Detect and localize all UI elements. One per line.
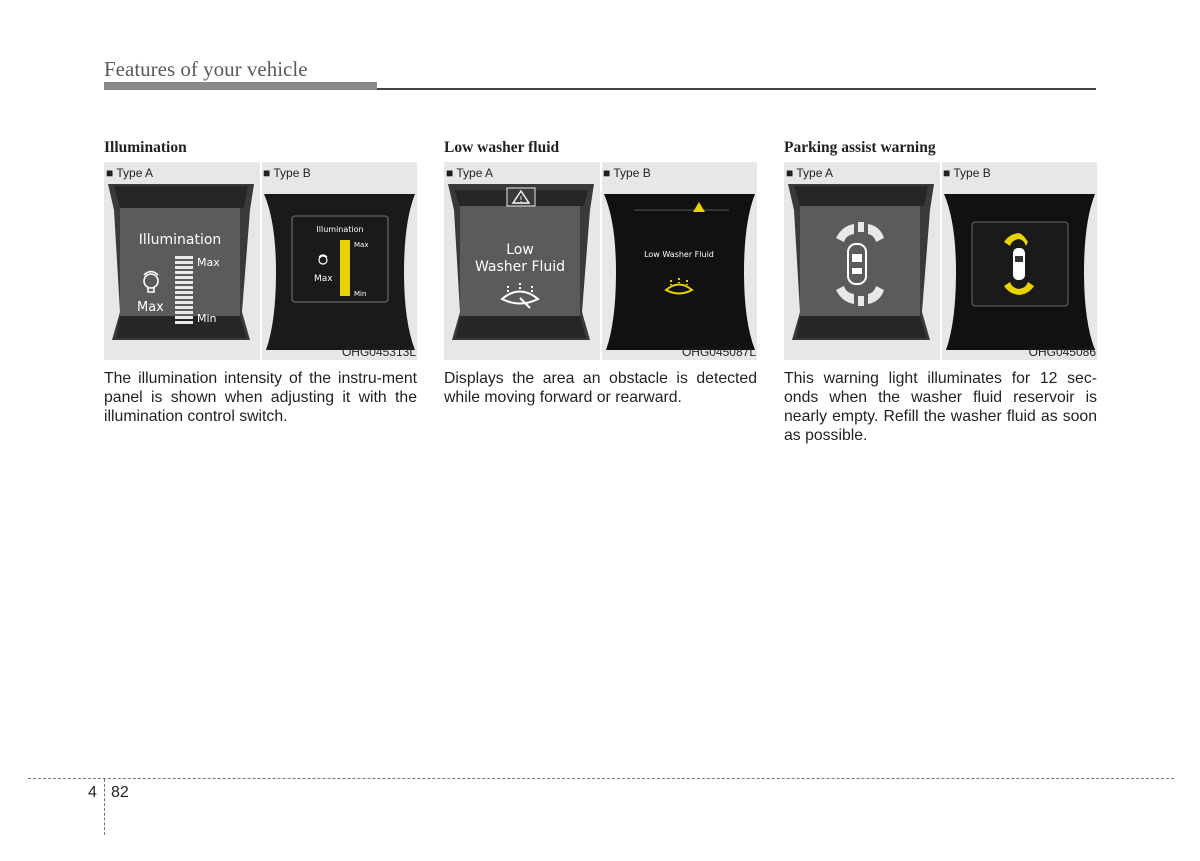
type-b-label: ■ Type B	[943, 166, 991, 180]
screen-a-min: Min	[197, 312, 217, 325]
type-a-label: ■ Type A	[786, 166, 834, 180]
type-b-label: ■ Type B	[263, 166, 311, 180]
section-low-washer-fluid	[444, 138, 757, 407]
section-description: Displays the area an obstacle is detected while moving forward or rearward.	[444, 370, 757, 406]
screen-b-max: Max	[354, 241, 369, 249]
page-number: 82	[111, 784, 129, 801]
screen-a-line2: Washer Fluid	[474, 259, 566, 275]
section-title: Parking assist warning	[784, 139, 936, 156]
svg-text:!: !	[519, 195, 523, 204]
section-title: Illumination	[104, 139, 187, 156]
header-bar	[104, 82, 377, 90]
figure-code: OHG045087L	[681, 345, 756, 359]
section-title: Low washer fluid	[444, 139, 560, 156]
figure-low-washer-fluid	[444, 162, 757, 360]
header-title: Features of your vehicle	[104, 57, 308, 81]
screen-a-level: Max	[137, 300, 164, 315]
figure-code: OHG045313L	[341, 345, 416, 359]
screen-a-title: Illumination	[138, 232, 222, 248]
footer-rule	[28, 778, 1174, 779]
type-a-label: ■ Type A	[446, 166, 494, 180]
screen-b-min: Min	[354, 290, 367, 298]
figure-code: OHG045086	[1028, 345, 1096, 359]
screen-b-title: Illumination	[316, 225, 364, 234]
figure-parking-assist	[784, 162, 1097, 360]
section-description: This warning light illuminates for 12 sec-onds when the washer fluid reservoir is nearly empty. Refill the washer fluid as soon as possible.	[784, 370, 1097, 444]
screen-b-text: Low Washer Fluid	[644, 250, 714, 259]
screen-a-max: Max	[197, 256, 220, 269]
screen-b-level: Max	[314, 274, 333, 284]
footer-divider	[104, 779, 105, 835]
section-illumination	[104, 138, 417, 426]
header-rule	[377, 88, 1096, 90]
section-description: The illumination intensity of the instru-ment panel is shown when adjusting it with the illumination control switch.	[104, 370, 417, 425]
type-b-label: ■ Type B	[603, 166, 651, 180]
section-parking-assist-warning	[784, 138, 1097, 445]
figure-illumination	[104, 162, 417, 360]
page-chapter: 4	[88, 784, 97, 801]
screen-a-line1: Low	[506, 242, 534, 258]
type-a-label: ■ Type A	[106, 166, 154, 180]
